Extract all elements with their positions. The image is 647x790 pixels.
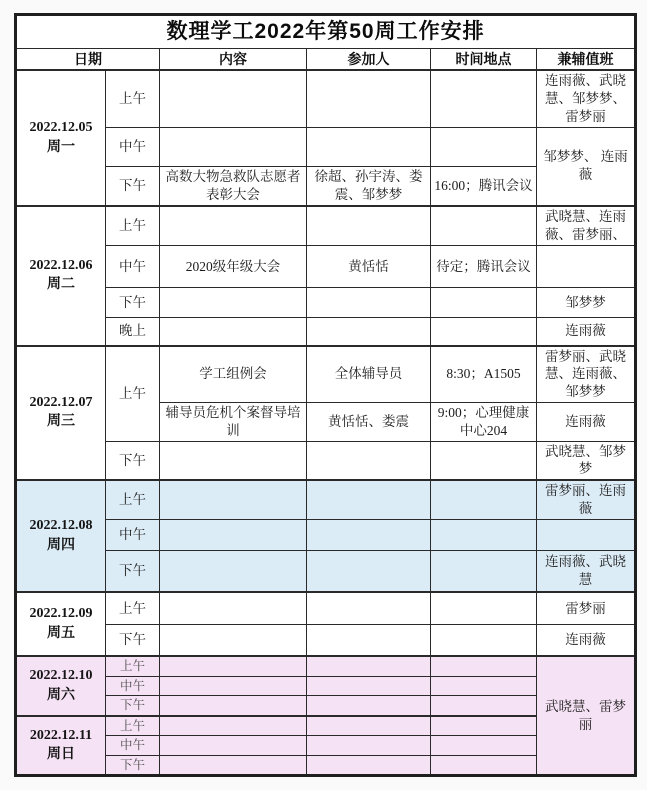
empty-cell: [307, 519, 431, 550]
period-cell: 上午: [106, 346, 160, 442]
date-text: 2022.12.06: [29, 257, 93, 273]
page-title: 数理学工2022年第50周工作安排: [16, 15, 636, 49]
empty-cell: [160, 676, 307, 696]
empty-cell: [431, 676, 537, 696]
empty-cell: [160, 550, 307, 592]
empty-cell: [307, 755, 431, 776]
empty-cell: [307, 318, 431, 346]
date-cell-saturday: [16, 656, 106, 716]
period-cell: 上午: [106, 206, 160, 246]
content-cell: 2020级年级大会: [160, 246, 307, 288]
empty-cell: [307, 206, 431, 246]
empty-cell: [160, 696, 307, 716]
period-cell: 中午: [106, 676, 160, 696]
date-text: 2022.12.11: [29, 727, 93, 743]
work-schedule-table: [14, 13, 637, 777]
duty-cell-weekend: 武晓慧、雷梦丽: [537, 656, 636, 776]
empty-cell: [431, 480, 537, 519]
empty-cell: [431, 755, 537, 776]
date-cell-wednesday: [16, 346, 106, 481]
empty-cell: [307, 70, 431, 127]
period-cell: 下午: [106, 550, 160, 592]
period-cell: 上午: [106, 716, 160, 736]
time-place-cell: 9:00；心理健康中心204: [431, 402, 537, 441]
period-cell: 中午: [106, 246, 160, 288]
empty-cell: [160, 206, 307, 246]
period-cell: 中午: [106, 519, 160, 550]
date-text: 2022.12.10: [29, 668, 93, 684]
date-text: 2022.12.08: [29, 518, 93, 534]
date-cell-sunday: [16, 716, 106, 776]
empty-cell: [307, 716, 431, 736]
date-cell-tuesday: [16, 206, 106, 346]
col-header-participants: 参加人: [307, 49, 431, 71]
empty-cell: [307, 736, 431, 756]
date-text: 2022.12.09: [29, 606, 93, 622]
date-text: 2022.12.07: [29, 394, 93, 410]
col-header-duty: 兼辅值班: [537, 49, 636, 71]
empty-cell: [307, 127, 431, 166]
weekday-text: 周一: [47, 139, 75, 155]
empty-cell: [431, 736, 537, 756]
empty-cell: [160, 70, 307, 127]
time-place-cell: 8:30；A1505: [431, 346, 537, 403]
duty-cell: 雷梦丽、武晓慧、连雨薇、邹梦梦: [537, 346, 636, 403]
weekday-text: 周三: [47, 414, 75, 430]
content-cell: 辅导员危机个案督导培训: [160, 402, 307, 441]
col-header-date: 日期: [16, 49, 160, 71]
empty-cell: [160, 318, 307, 346]
period-cell: 上午: [106, 656, 160, 676]
empty-cell: [160, 288, 307, 318]
empty-cell: [431, 127, 537, 166]
empty-cell: [160, 736, 307, 756]
duty-cell: 武晓慧、邹梦梦: [537, 441, 636, 480]
period-cell: 下午: [106, 288, 160, 318]
duty-cell: 连雨薇: [537, 402, 636, 441]
empty-cell: [307, 550, 431, 592]
period-cell: 中午: [106, 736, 160, 756]
empty-cell: [307, 696, 431, 716]
period-cell: 上午: [106, 480, 160, 519]
weekday-text: 周五: [47, 625, 75, 641]
empty-cell: [431, 70, 537, 127]
empty-cell: [160, 716, 307, 736]
empty-cell: [537, 246, 636, 288]
period-cell: 上午: [106, 592, 160, 624]
empty-cell: [307, 480, 431, 519]
duty-cell: 邹梦梦: [537, 288, 636, 318]
duty-cell: 雷梦丽: [537, 592, 636, 624]
duty-cell: 邹梦梦、 连雨薇: [537, 127, 636, 205]
empty-cell: [160, 755, 307, 776]
empty-cell: [160, 127, 307, 166]
period-cell: 下午: [106, 696, 160, 716]
period-cell: 晚上: [106, 318, 160, 346]
duty-cell: 连雨薇、武晓慧、邹梦梦、雷梦丽: [537, 70, 636, 127]
weekday-text: 周六: [47, 687, 75, 703]
empty-cell: [431, 519, 537, 550]
empty-cell: [160, 656, 307, 676]
empty-cell: [431, 624, 537, 656]
participants-cell: 黄恬恬、娄震: [307, 402, 431, 441]
duty-cell: 雷梦丽、连雨薇: [537, 480, 636, 519]
period-cell: 下午: [106, 441, 160, 480]
date-cell-monday: [16, 70, 106, 205]
empty-cell: [160, 441, 307, 480]
duty-cell: 连雨薇: [537, 318, 636, 346]
col-header-time-place: 时间地点: [431, 49, 537, 71]
date-cell-thursday: [16, 480, 106, 592]
period-cell: 下午: [106, 755, 160, 776]
col-header-content: 内容: [160, 49, 307, 71]
empty-cell: [431, 716, 537, 736]
empty-cell: [431, 696, 537, 716]
participants-cell: 徐超、孙宇涛、娄震、邹梦梦: [307, 166, 431, 205]
empty-cell: [307, 592, 431, 624]
date-cell-friday: [16, 592, 106, 656]
empty-cell: [431, 288, 537, 318]
period-cell: 上午: [106, 70, 160, 127]
empty-cell: [431, 592, 537, 624]
empty-cell: [160, 480, 307, 519]
duty-cell: 连雨薇、武晓慧: [537, 550, 636, 592]
content-cell: 学工组例会: [160, 346, 307, 403]
empty-cell: [160, 592, 307, 624]
weekday-text: 周四: [47, 537, 75, 553]
empty-cell: [307, 441, 431, 480]
period-cell: 下午: [106, 166, 160, 205]
empty-cell: [431, 206, 537, 246]
duty-cell: 连雨薇: [537, 624, 636, 656]
participants-cell: 黄恬恬: [307, 246, 431, 288]
empty-cell: [537, 519, 636, 550]
empty-cell: [431, 656, 537, 676]
empty-cell: [160, 624, 307, 656]
period-cell: 下午: [106, 624, 160, 656]
period-cell: 中午: [106, 127, 160, 166]
empty-cell: [307, 624, 431, 656]
empty-cell: [431, 550, 537, 592]
empty-cell: [307, 288, 431, 318]
empty-cell: [307, 656, 431, 676]
weekday-text: 周二: [47, 277, 75, 293]
time-place-cell: 待定；腾讯会议: [431, 246, 537, 288]
weekday-text: 周日: [47, 747, 75, 763]
empty-cell: [160, 519, 307, 550]
duty-cell: 武晓慧、连雨薇、雷梦丽、: [537, 206, 636, 246]
empty-cell: [431, 441, 537, 480]
participants-cell: 全体辅导员: [307, 346, 431, 403]
date-text: 2022.12.05: [29, 120, 93, 136]
empty-cell: [431, 318, 537, 346]
empty-cell: [307, 676, 431, 696]
time-place-cell: 16:00；腾讯会议: [431, 166, 537, 205]
content-cell: 高数大物急救队志愿者表彰大会: [160, 166, 307, 205]
